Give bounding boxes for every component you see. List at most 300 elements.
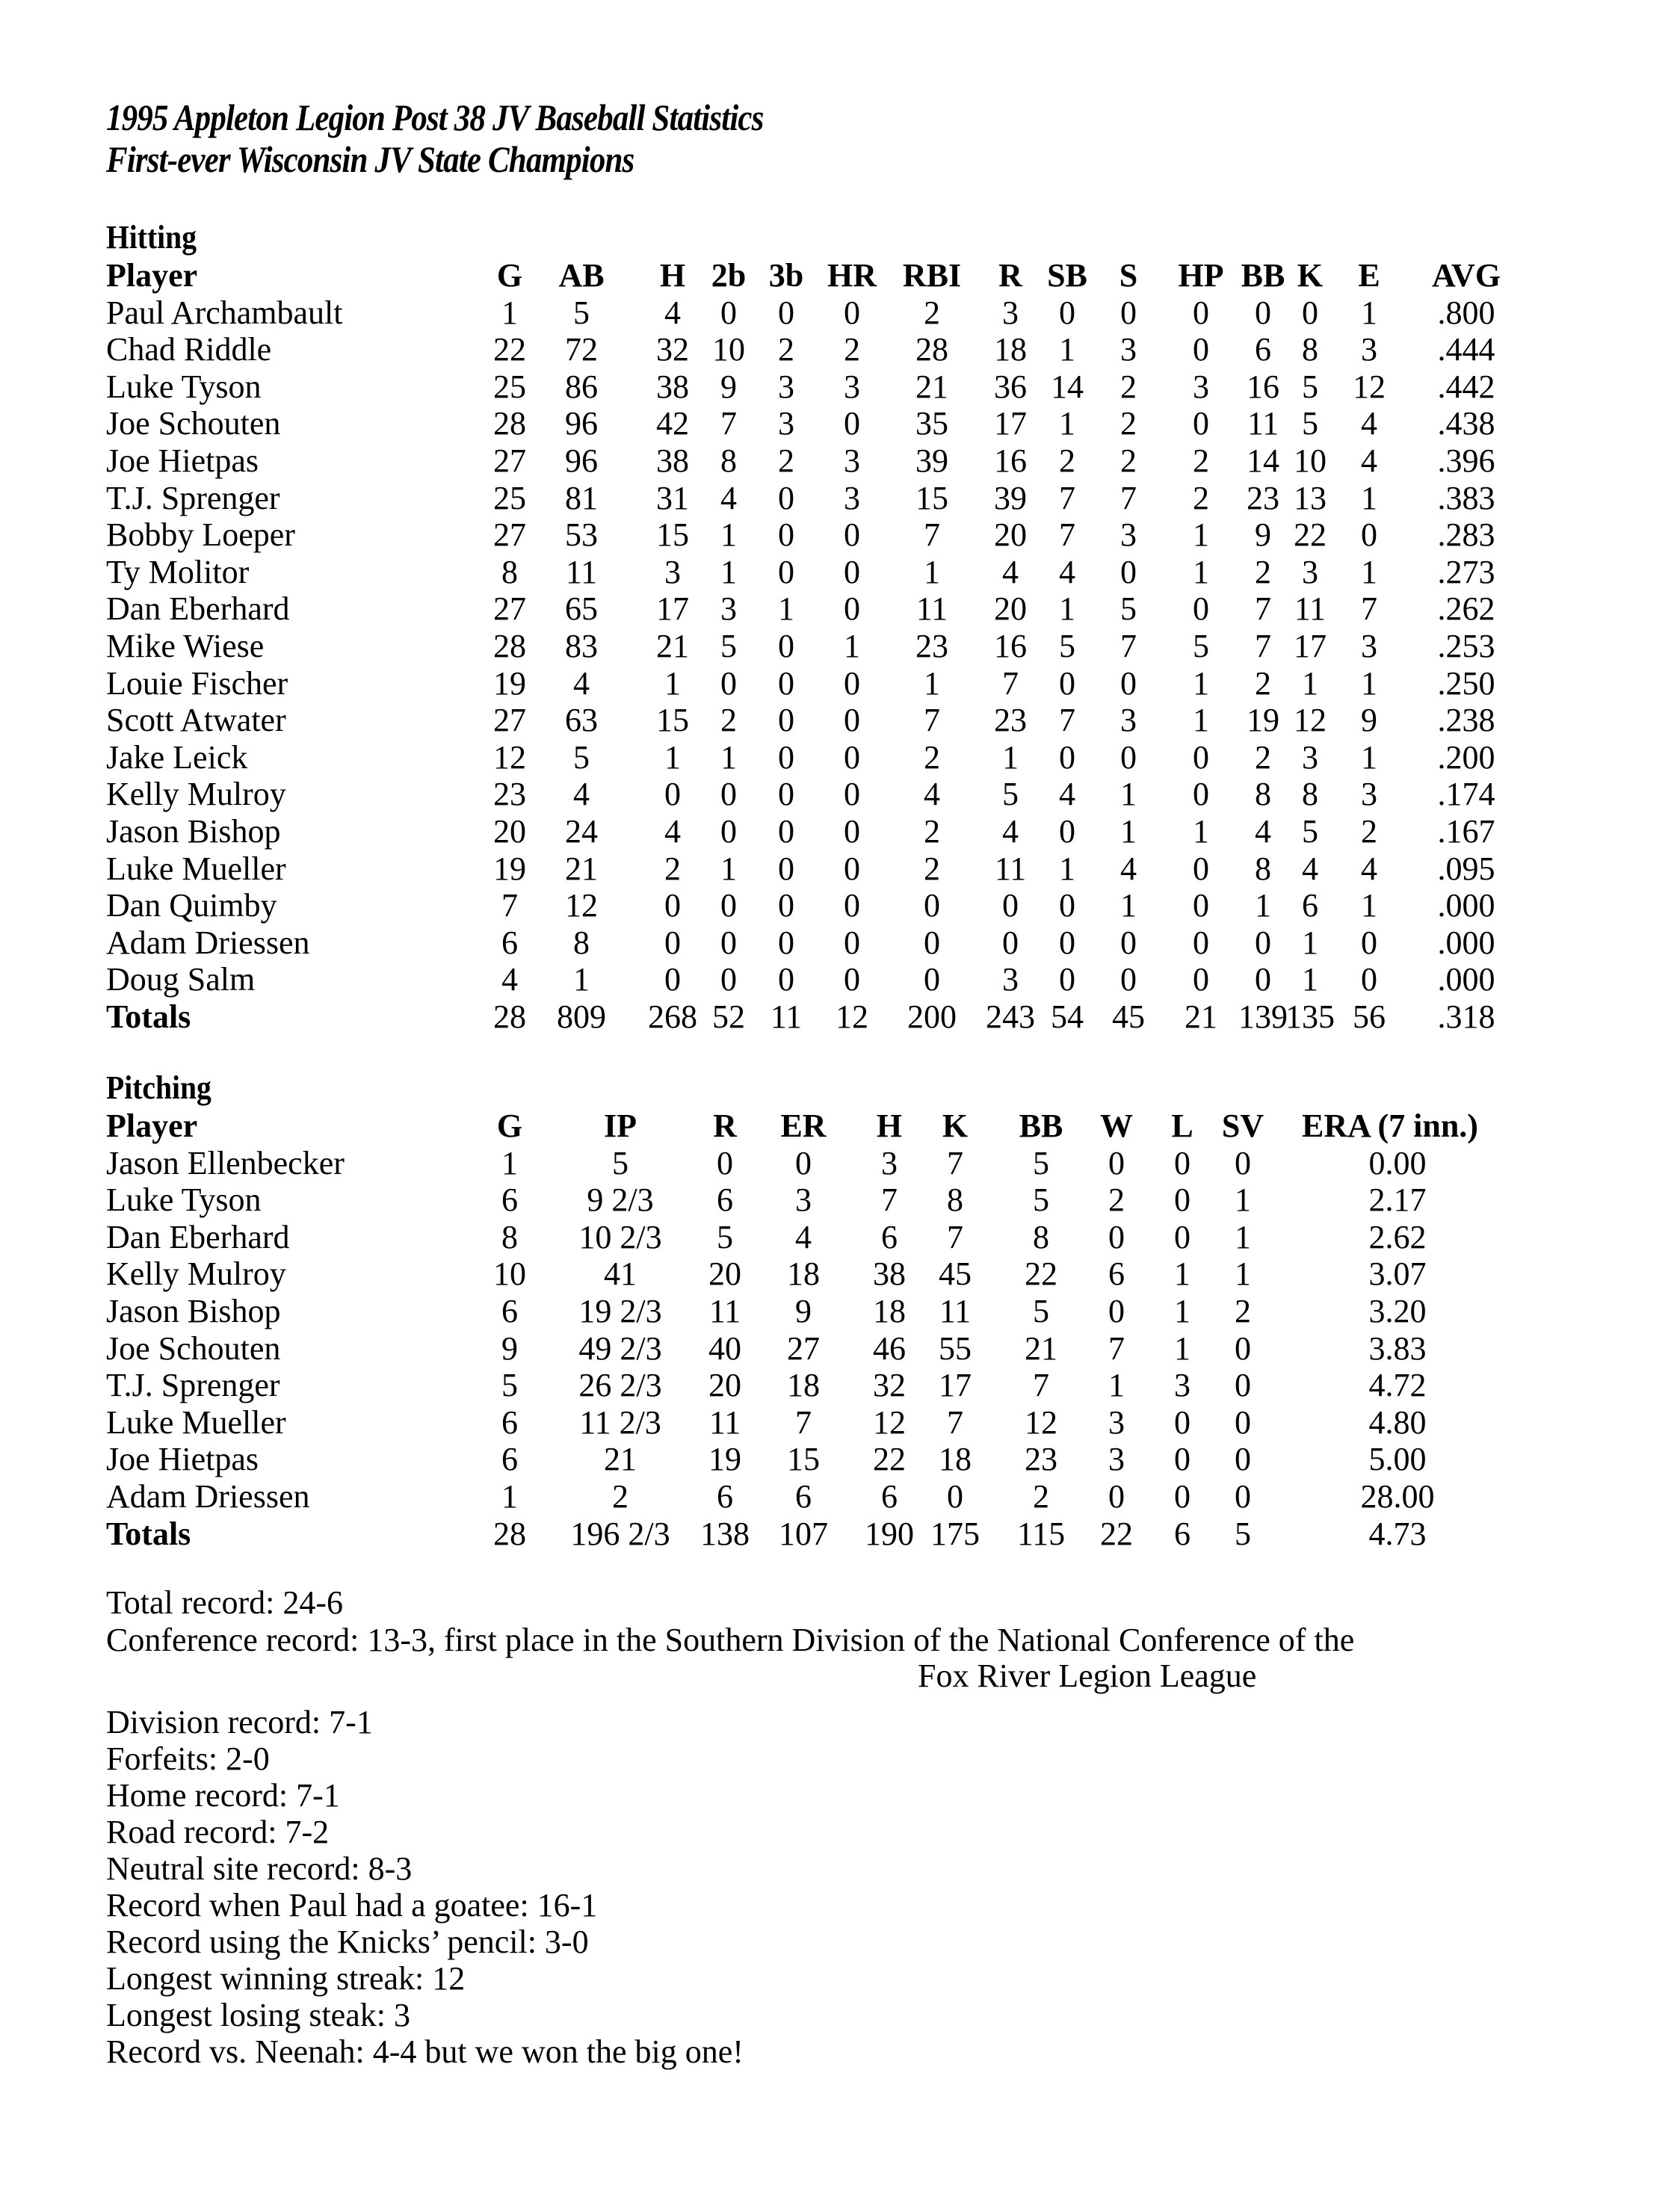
stat-cell: 0	[1235, 1367, 1251, 1404]
column-header: 2b	[711, 257, 747, 294]
stat-cell: 22	[1100, 1515, 1133, 1552]
stat-cell: 1	[1235, 1218, 1251, 1255]
column-header: AB	[558, 257, 605, 294]
stat-cell: 28	[493, 628, 526, 664]
stat-cell: 4.73	[1368, 1515, 1427, 1552]
stat-cell: 25	[493, 479, 526, 516]
stat-cell: 8	[573, 924, 590, 961]
stat-cell: 2	[1033, 1478, 1049, 1515]
stat-cell: 3	[881, 1144, 898, 1181]
stat-cell: 7	[1255, 590, 1271, 628]
stat-cell: 3	[1302, 738, 1318, 776]
column-header: HP	[1178, 257, 1224, 294]
stat-cell: 28	[493, 405, 526, 442]
stat-cell: 14	[1051, 368, 1084, 405]
stat-cell: 1	[1302, 924, 1318, 961]
stat-cell: 2	[778, 331, 794, 368]
stat-cell: 0	[720, 813, 737, 850]
stat-cell: .095	[1437, 850, 1495, 887]
stat-cell: 8	[1255, 776, 1271, 813]
stat-cell: 7	[1120, 628, 1137, 664]
stat-cell: 4	[1002, 813, 1019, 850]
stat-cell: 0	[844, 887, 860, 924]
stat-cell: 15	[787, 1441, 820, 1478]
stat-cell: 0	[844, 850, 860, 887]
stat-cell: 139	[1238, 998, 1288, 1035]
stat-cell: 27	[493, 442, 526, 479]
column-header: E	[1358, 257, 1380, 294]
column-header: W	[1100, 1107, 1133, 1144]
stat-cell: 20	[708, 1367, 741, 1404]
stat-cell: 81	[565, 479, 598, 516]
stat-cell: 23	[1247, 479, 1279, 516]
stat-cell: 21	[604, 1441, 637, 1478]
hitting-row	[0, 887, 1680, 924]
stat-cell: 0	[844, 516, 860, 554]
stat-cell: 1	[501, 294, 518, 331]
note-item: Record vs. Neenah: 4-4 but we won the big one!	[106, 2033, 744, 2070]
stat-cell: 190	[865, 1515, 914, 1552]
stat-cell: 0	[844, 813, 860, 850]
stat-cell: 0	[844, 405, 860, 442]
stat-cell: 20	[994, 516, 1027, 554]
stat-cell: 27	[787, 1329, 820, 1367]
stat-cell: 3	[844, 368, 860, 405]
stat-cell: 5	[1120, 590, 1137, 628]
stat-cell: 0	[1059, 813, 1075, 850]
stat-cell: 3	[1361, 331, 1377, 368]
player-name: Jason Bishop	[106, 813, 281, 850]
stat-cell: 3	[1174, 1367, 1190, 1404]
stat-cell: 7	[947, 1403, 963, 1441]
stat-cell: .283	[1437, 516, 1495, 554]
column-header: R	[713, 1107, 737, 1144]
stat-cell: 0	[1174, 1441, 1190, 1478]
pitching-row	[0, 1181, 1680, 1219]
stat-cell: 0	[1255, 924, 1271, 961]
stat-cell: 53	[565, 516, 598, 554]
stat-cell: 17	[939, 1367, 972, 1404]
stat-cell: 0	[1120, 294, 1137, 331]
pitching-row	[0, 1293, 1680, 1330]
stat-cell: 15	[656, 516, 689, 554]
stat-cell: 1	[1174, 1293, 1190, 1329]
stat-cell: 5	[720, 628, 737, 664]
stat-cell: .238	[1437, 702, 1495, 739]
stat-cell: 20	[493, 813, 526, 850]
hitting-row	[0, 813, 1680, 850]
player-name: Kelly Mulroy	[106, 776, 286, 813]
stat-cell: 0	[924, 887, 940, 924]
hitting-row	[0, 331, 1680, 368]
player-name: Totals	[106, 998, 191, 1035]
stat-cell: 4	[1255, 813, 1271, 850]
stat-cell: 196 2/3	[570, 1515, 670, 1552]
stat-cell: 1	[844, 628, 860, 664]
column-header: 3b	[768, 257, 804, 294]
stat-cell: 0	[1193, 294, 1209, 331]
stat-cell: 0	[778, 738, 794, 776]
stat-cell: .250	[1437, 664, 1495, 702]
pitching-row	[0, 1145, 1680, 1182]
stat-cell: 4	[1302, 850, 1318, 887]
stat-cell: 12	[1025, 1403, 1057, 1441]
hitting-row	[0, 294, 1680, 332]
stat-cell: 17	[994, 405, 1027, 442]
stat-cell: 0	[778, 516, 794, 554]
column-header: SV	[1221, 1107, 1264, 1144]
stat-cell: 10	[712, 331, 745, 368]
stat-cell: 0	[778, 887, 794, 924]
stat-cell: 2	[1255, 738, 1271, 776]
column-header: BB	[1241, 257, 1285, 294]
stat-cell: 27	[493, 590, 526, 628]
stat-cell: 5	[573, 738, 590, 776]
stat-cell: 0	[1235, 1478, 1251, 1515]
stat-cell: 38	[656, 442, 689, 479]
stat-cell: 19	[1247, 702, 1279, 739]
stat-cell: 6	[501, 924, 518, 961]
stat-cell: 7	[947, 1218, 963, 1255]
stat-cell: 0	[1193, 961, 1209, 998]
note-item: Neutral site record: 8-3	[106, 1850, 413, 1887]
stat-cell: 22	[493, 331, 526, 368]
stat-cell: 0	[1120, 924, 1137, 961]
pitching-row	[0, 1219, 1680, 1256]
stat-cell: .174	[1437, 776, 1495, 813]
stat-cell: 96	[565, 442, 598, 479]
stat-cell: 6	[1255, 331, 1271, 368]
stat-cell: 28.00	[1360, 1478, 1435, 1515]
stat-cell: 19	[708, 1441, 741, 1478]
stat-cell: 12	[1294, 702, 1327, 739]
player-name: Jake Leick	[106, 738, 248, 776]
stat-cell: 46	[873, 1329, 906, 1367]
stat-cell: 9	[795, 1293, 812, 1329]
stat-cell: 49 2/3	[578, 1329, 662, 1367]
stat-cell: 2	[778, 442, 794, 479]
stat-cell: 0	[1174, 1403, 1190, 1441]
stat-cell: .000	[1437, 887, 1495, 924]
stat-cell: 7	[881, 1181, 898, 1219]
stat-cell: 6	[881, 1478, 898, 1515]
stat-cell: 21	[1185, 998, 1217, 1035]
stat-cell: 0	[1193, 738, 1209, 776]
stat-cell: 0	[664, 924, 681, 961]
column-header: H	[876, 1107, 903, 1144]
stat-cell: 20	[708, 1255, 741, 1293]
stat-cell: 0	[924, 924, 940, 961]
hitting-row	[0, 590, 1680, 628]
stat-cell: 72	[565, 331, 598, 368]
stat-cell: 56	[1353, 998, 1386, 1035]
stat-cell: 9 2/3	[587, 1181, 654, 1219]
stat-cell: 7	[924, 516, 940, 554]
stat-cell: 3	[1108, 1441, 1125, 1478]
player-name: Joe Schouten	[106, 405, 281, 442]
note-item: Record using the Knicks’ pencil: 3-0	[106, 1924, 589, 1960]
stat-cell: 22	[1025, 1255, 1057, 1293]
stat-cell: 1	[1361, 664, 1377, 702]
stat-cell: 1	[1108, 1367, 1125, 1404]
stat-cell: 0	[1235, 1329, 1251, 1367]
stat-cell: 0	[778, 850, 794, 887]
stat-cell: 42	[656, 405, 689, 442]
stat-cell: 3	[1120, 702, 1137, 739]
stat-cell: 0	[1235, 1144, 1251, 1181]
stat-cell: 3	[1361, 628, 1377, 664]
stat-cell: 18	[787, 1255, 820, 1293]
stat-cell: 12	[565, 887, 598, 924]
player-name: Joe Hietpas	[106, 1441, 259, 1478]
stat-cell: 1	[1120, 776, 1137, 813]
stat-cell: .383	[1437, 479, 1495, 516]
stat-cell: 0	[778, 776, 794, 813]
stat-cell: 1	[720, 850, 737, 887]
stat-cell: 4	[720, 479, 737, 516]
stat-cell: 4	[1361, 850, 1377, 887]
stat-cell: 0	[778, 813, 794, 850]
stat-cell: 5	[1033, 1293, 1049, 1329]
stat-cell: 18	[939, 1441, 972, 1478]
column-header: IP	[604, 1107, 637, 1144]
stat-cell: 3.20	[1368, 1293, 1427, 1329]
stat-cell: 6	[717, 1181, 733, 1219]
stat-cell: 55	[939, 1329, 972, 1367]
hitting-row	[0, 480, 1680, 517]
column-header: ERA (7 inn.)	[1302, 1107, 1478, 1144]
stat-cell: 13	[1294, 479, 1327, 516]
stat-cell: 135	[1285, 998, 1335, 1035]
hitting-row	[0, 368, 1680, 406]
stat-cell: 2	[1193, 442, 1209, 479]
hitting-header-row	[0, 257, 1680, 294]
stat-cell: .000	[1437, 961, 1495, 998]
pitching-row	[0, 1330, 1680, 1368]
stat-cell: 3	[1120, 331, 1137, 368]
stat-cell: 0	[664, 887, 681, 924]
stat-cell: 5	[1302, 368, 1318, 405]
stat-cell: 3	[664, 553, 681, 590]
stat-cell: 1	[1174, 1255, 1190, 1293]
stat-cell: 3	[844, 479, 860, 516]
stat-cell: .396	[1437, 442, 1495, 479]
pitching-section-label: Pitching	[106, 1069, 211, 1106]
stat-cell: 2	[924, 813, 940, 850]
stat-cell: 1	[1193, 553, 1209, 590]
column-header-player: Player	[106, 257, 198, 294]
stat-cell: 4	[1059, 776, 1075, 813]
stat-cell: 2	[1059, 442, 1075, 479]
stat-cell: 5	[717, 1218, 733, 1255]
stat-cell: 0	[1193, 887, 1209, 924]
stat-cell: 2	[1235, 1293, 1251, 1329]
stat-cell: 4	[501, 961, 518, 998]
stat-cell: 4	[1002, 553, 1019, 590]
stat-cell: 7	[924, 702, 940, 739]
stat-cell: 1	[1193, 516, 1209, 554]
pitching-header-row	[0, 1107, 1680, 1145]
stat-cell: 809	[557, 998, 606, 1035]
note-item: Division record: 7-1	[106, 1704, 373, 1740]
stat-cell: 0	[1361, 924, 1377, 961]
stat-cell: 0	[1174, 1218, 1190, 1255]
hitting-totals-row	[0, 998, 1680, 1036]
stat-cell: 21	[1025, 1329, 1057, 1367]
stat-cell: 243	[986, 998, 1035, 1035]
stat-cell: 7	[1059, 702, 1075, 739]
stat-cell: 39	[915, 442, 948, 479]
note-item: Record when Paul had a goatee: 16-1	[106, 1887, 598, 1924]
player-name: Dan Eberhard	[106, 1218, 290, 1255]
player-name: Jason Bishop	[106, 1293, 281, 1329]
stat-cell: 107	[779, 1515, 828, 1552]
column-header: RBI	[902, 257, 962, 294]
stat-cell: 23	[915, 628, 948, 664]
stat-cell: 0	[844, 664, 860, 702]
stat-cell: 8	[1255, 850, 1271, 887]
stat-cell: 0	[1059, 924, 1075, 961]
stat-cell: 54	[1051, 998, 1084, 1035]
hitting-row	[0, 850, 1680, 888]
stat-cell: 4.72	[1368, 1367, 1427, 1404]
stat-cell: 4	[573, 664, 590, 702]
stat-cell: 0	[1174, 1478, 1190, 1515]
stat-cell: 2	[1120, 405, 1137, 442]
conference-record-continued: Fox River Legion League	[918, 1657, 1257, 1694]
column-header: G	[496, 1107, 523, 1144]
player-name: Adam Driessen	[106, 1478, 310, 1515]
stat-cell: 1	[1361, 553, 1377, 590]
stat-cell: 0	[1002, 924, 1019, 961]
stat-cell: 1	[1193, 664, 1209, 702]
stat-cell: 6	[501, 1181, 518, 1219]
note-item: Longest winning streak: 12	[106, 1960, 466, 1997]
stat-cell: 0	[1174, 1181, 1190, 1219]
stat-cell: 0	[720, 664, 737, 702]
column-header: H	[659, 257, 686, 294]
stat-cell: 38	[873, 1255, 906, 1293]
stat-cell: 20	[994, 590, 1027, 628]
stat-cell: 0	[1059, 738, 1075, 776]
stat-cell: 12	[873, 1403, 906, 1441]
player-name: Luke Mueller	[106, 1403, 286, 1441]
stat-cell: 3	[1002, 294, 1019, 331]
stat-cell: 3	[720, 590, 737, 628]
stat-cell: 45	[1112, 998, 1145, 1035]
column-header: S	[1119, 257, 1138, 294]
hitting-row	[0, 924, 1680, 962]
stat-cell: 52	[712, 998, 745, 1035]
stat-cell: 1	[924, 553, 940, 590]
stat-cell: 35	[915, 405, 948, 442]
stat-cell: 0	[1108, 1293, 1125, 1329]
pitching-row	[0, 1367, 1680, 1404]
stat-cell: 138	[700, 1515, 750, 1552]
stat-cell: 28	[493, 1515, 526, 1552]
stat-cell: .273	[1437, 553, 1495, 590]
stat-cell: 1	[664, 664, 681, 702]
stat-cell: 63	[565, 702, 598, 739]
stat-cell: 1	[1120, 813, 1137, 850]
stat-cell: 5	[612, 1144, 629, 1181]
stat-cell: 0	[1193, 331, 1209, 368]
hitting-row	[0, 516, 1680, 554]
stat-cell: 0	[1235, 1403, 1251, 1441]
stat-cell: 12	[836, 998, 868, 1035]
stat-cell: 7	[947, 1144, 963, 1181]
player-name: Bobby Loeper	[106, 516, 295, 554]
stat-cell: 0	[1255, 961, 1271, 998]
stat-cell: 6	[881, 1218, 898, 1255]
stat-cell: 6	[501, 1403, 518, 1441]
stat-cell: 0	[844, 961, 860, 998]
stat-cell: 19	[493, 850, 526, 887]
pitching-row	[0, 1441, 1680, 1478]
column-header: BB	[1019, 1107, 1063, 1144]
stat-cell: 36	[994, 368, 1027, 405]
stat-cell: 4	[573, 776, 590, 813]
stat-cell: 4	[1059, 553, 1075, 590]
stat-cell: 7	[1108, 1329, 1125, 1367]
stat-cell: 7	[1002, 664, 1019, 702]
stat-cell: 9	[501, 1329, 518, 1367]
stat-cell: .800	[1437, 294, 1495, 331]
stat-cell: 7	[795, 1403, 812, 1441]
stat-cell: 28	[915, 331, 948, 368]
stat-cell: 5	[1193, 628, 1209, 664]
stat-cell: 1	[1174, 1329, 1190, 1367]
stat-cell: 8	[501, 553, 518, 590]
stat-cell: 0	[1302, 294, 1318, 331]
stat-cell: 0	[720, 887, 737, 924]
stat-cell: 5.00	[1368, 1441, 1427, 1478]
player-name: Mike Wiese	[106, 628, 265, 664]
stat-cell: 1	[720, 553, 737, 590]
note-item: Road record: 7-2	[106, 1814, 330, 1850]
stat-cell: 96	[565, 405, 598, 442]
player-name: T.J. Sprenger	[106, 479, 280, 516]
stat-cell: 16	[994, 442, 1027, 479]
stat-cell: 0	[717, 1144, 733, 1181]
stat-cell: 5	[573, 294, 590, 331]
stat-cell: 3	[1108, 1403, 1125, 1441]
player-name: Luke Tyson	[106, 368, 262, 405]
stat-cell: 0	[1108, 1144, 1125, 1181]
stat-cell: 1	[778, 590, 794, 628]
note-item: Forfeits: 2-0	[106, 1740, 270, 1777]
stat-cell: 15	[656, 702, 689, 739]
stat-cell: .438	[1437, 405, 1495, 442]
stat-cell: 19	[493, 664, 526, 702]
stat-cell: 5	[1302, 405, 1318, 442]
stat-cell: 0	[844, 702, 860, 739]
stat-cell: 2	[1193, 479, 1209, 516]
stat-cell: 0	[720, 961, 737, 998]
stat-cell: 27	[493, 516, 526, 554]
stat-cell: 6	[501, 1293, 518, 1329]
stat-cell: 9	[1361, 702, 1377, 739]
stat-cell: 0	[1059, 961, 1075, 998]
stat-cell: 65	[565, 590, 598, 628]
stat-cell: 0	[778, 479, 794, 516]
stat-cell: 45	[939, 1255, 972, 1293]
note-item: Home record: 7-1	[106, 1777, 340, 1814]
stat-cell: 0	[778, 924, 794, 961]
stat-cell: 11 2/3	[579, 1403, 661, 1441]
stat-cell: 5	[1033, 1181, 1049, 1219]
stat-cell: 11	[565, 553, 598, 590]
